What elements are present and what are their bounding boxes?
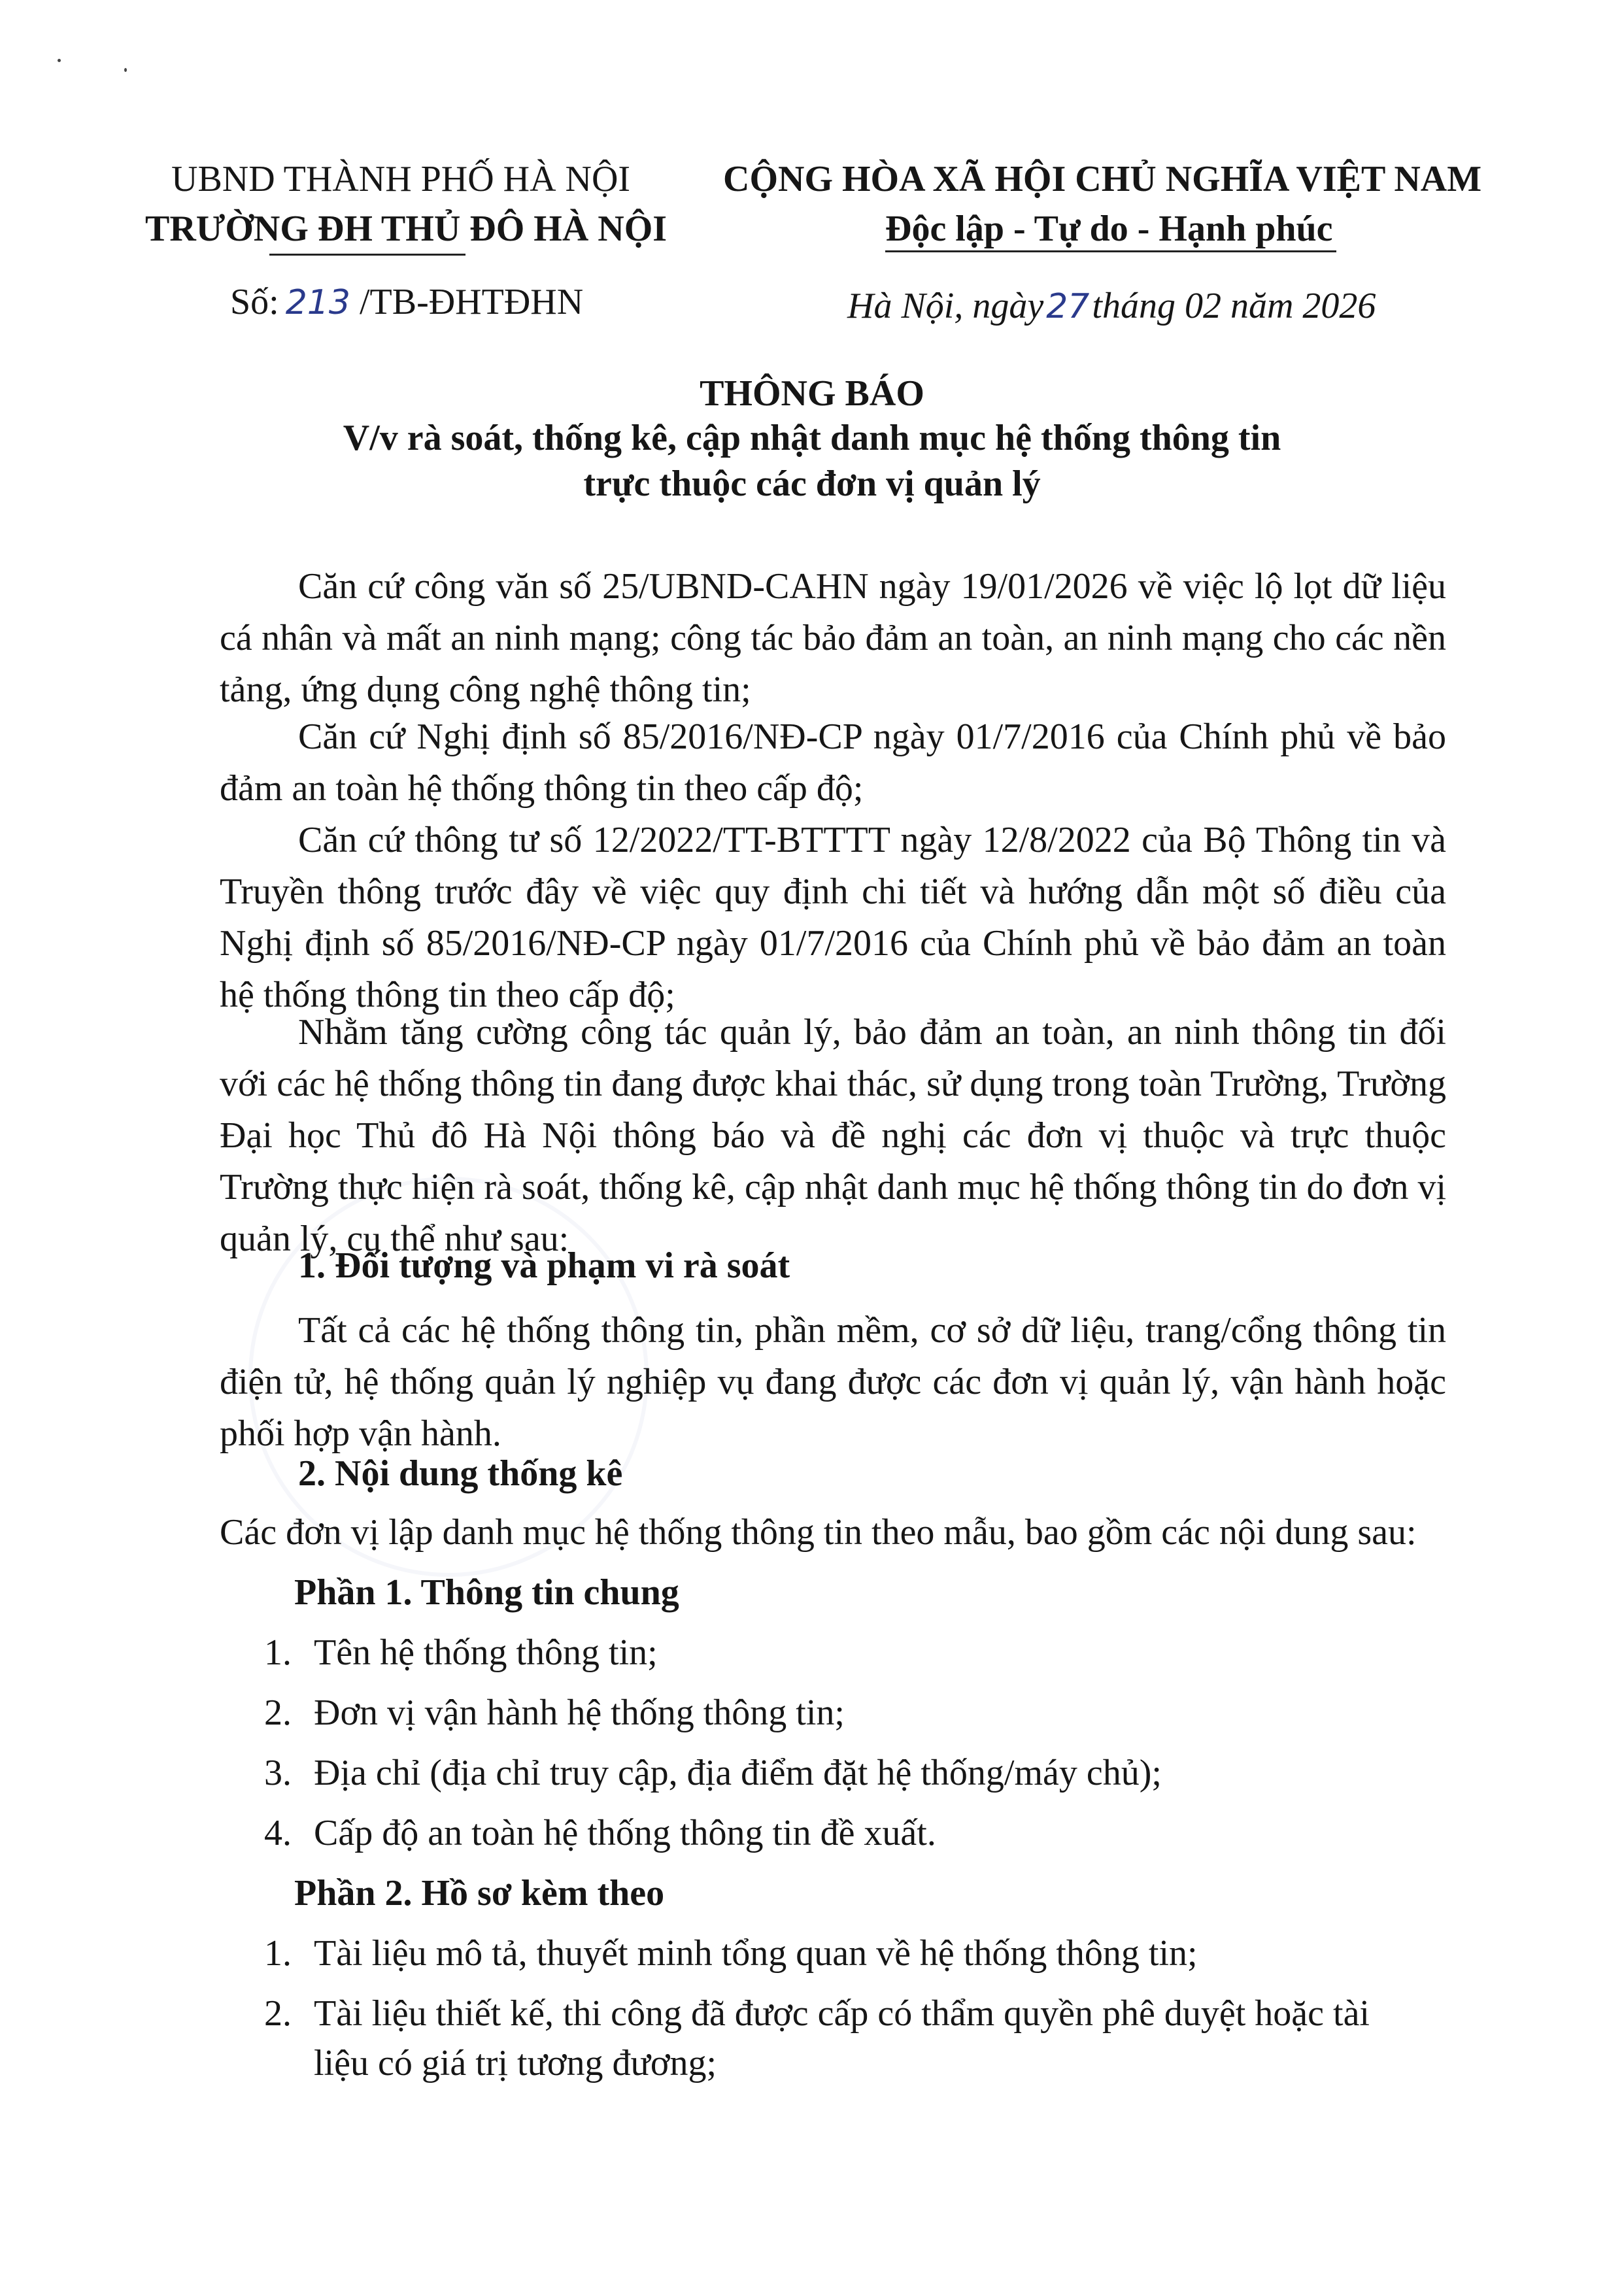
section-2-intro: Các đơn vị lập danh mục hệ thống thông tin theo mẫu, bao gồm các nội dung sau: — [220, 1512, 1417, 1553]
issuing-authority: UBND THÀNH PHỐ HÀ NỘI — [171, 159, 631, 199]
item-number: 3. — [264, 1753, 292, 1793]
item-text: Đơn vị vận hành hệ thống thông tin; — [314, 1693, 845, 1733]
document-subject-line-1: V/v rà soát, thống kê, cập nhật danh mục hệ thống thông tin — [343, 418, 1281, 458]
document-number — [230, 284, 583, 320]
list-item — [264, 1935, 1198, 1972]
item-text: Tài liệu mô tả, thuyết minh tổng quan về hệ thống thông tin; — [314, 1933, 1198, 1974]
list-item — [264, 1755, 1162, 1791]
list-item — [264, 1995, 1370, 2032]
item-number: 2. — [264, 1693, 292, 1733]
scan-speck — [58, 59, 61, 62]
item-number: 1. — [264, 1933, 292, 1974]
item-text: Tài liệu thiết kế, thi công đã được cấp có thẩm quyền phê duyệt hoặc tài — [314, 1993, 1370, 2034]
paragraph-legal-basis-1: Căn cứ công văn số 25/UBND-CAHN ngày 19/01/2026 về việc lộ lọt dữ liệu cá nhân và mất an ninh mạng; công tác bảo đảm an toàn, an ninh mạng cho các nền tảng, ứng dụng công nghệ thông tin; — [220, 566, 1446, 710]
handwritten-number: 213 — [285, 283, 350, 322]
org-underline — [269, 254, 465, 256]
list-item — [264, 1694, 845, 1731]
date-suffix: tháng 02 năm 2026 — [1092, 286, 1376, 326]
issuing-organization: TRƯỜNG ĐH THỦ ĐÔ HÀ NỘI — [145, 209, 668, 249]
document-subject-line-2: trực thuộc các đơn vị quản lý — [583, 463, 1041, 504]
number-suffix: /TB-ĐHTĐHN — [359, 282, 584, 322]
list-item-continuation — [314, 2045, 717, 2081]
item-text: Địa chỉ (địa chỉ truy cập, địa điểm đặt hệ thống/máy chủ); — [314, 1753, 1162, 1793]
part-2-heading: Phần 2. Hồ sơ kèm theo — [294, 1873, 665, 1913]
item-text: Tên hệ thống thông tin; — [314, 1632, 658, 1673]
nation-title: CỘNG HÒA XÃ HỘI CHỦ NGHĨA VIỆT NAM — [723, 159, 1482, 199]
section-1-heading: 1. Đối tượng và phạm vi rà soát — [298, 1245, 790, 1286]
handwritten-day: 27 — [1046, 287, 1090, 326]
national-motto: Độc lập - Tự do - Hạnh phúc — [885, 209, 1333, 249]
paragraph-purpose: Nhằm tăng cường công tác quản lý, bảo đảm an toàn, an ninh thông tin đối với các hệ thống thông tin đang được khai thác, sử dụng trong toàn Trường, Trường Đại học Thủ đô Hà Nội thông báo và đề nghị các đơn vị thuộc và trực thuộc Trường thực hiện rà soát, thống kê, cập nhật danh mục hệ thống thông tin do đơn vị quản lý, cụ thể như sau: — [220, 1012, 1446, 1259]
item-text: liệu có giá trị tương đương; — [314, 2043, 717, 2083]
document-date — [847, 288, 1376, 324]
list-item — [264, 1815, 936, 1851]
paragraph-legal-basis-2: Căn cứ Nghị định số 85/2016/NĐ-CP ngày 01/7/2016 của Chính phủ về bảo đảm an toàn hệ thống thông tin theo cấp độ; — [220, 716, 1446, 809]
item-number: 1. — [264, 1632, 292, 1673]
motto-underline — [885, 250, 1336, 252]
date-prefix: Hà Nội, ngày — [847, 286, 1044, 326]
section-1-text: Tất cả các hệ thống thông tin, phần mềm, cơ sở dữ liệu, trang/cổng thông tin điện tử, hệ thống quản lý nghiệp vụ đang được các đơn vị quản lý, vận hành hoặc phối hợp vận hành. — [220, 1310, 1446, 1454]
scan-speck — [124, 68, 127, 72]
item-number: 4. — [264, 1813, 292, 1853]
item-text: Cấp độ an toàn hệ thống thông tin đề xuất. — [314, 1813, 936, 1853]
item-number: 2. — [264, 1993, 292, 2034]
list-item — [264, 1634, 658, 1671]
section-2-heading: 2. Nội dung thống kê — [298, 1453, 623, 1494]
number-prefix: Số: — [230, 282, 279, 322]
document-title: THÔNG BÁO — [700, 373, 924, 414]
paragraph-legal-basis-3: Căn cứ thông tư số 12/2022/TT-BTTTT ngày 12/8/2022 của Bộ Thông tin và Truyền thông trước đây về việc quy định chi tiết và hướng dẫn một số điều của Nghị định số 85/2016/NĐ-CP ngày 01/7/2016 của Chính phủ về bảo đảm an toàn hệ thống thông tin theo cấp độ; — [220, 820, 1446, 1015]
part-1-heading: Phần 1. Thông tin chung — [294, 1572, 679, 1613]
